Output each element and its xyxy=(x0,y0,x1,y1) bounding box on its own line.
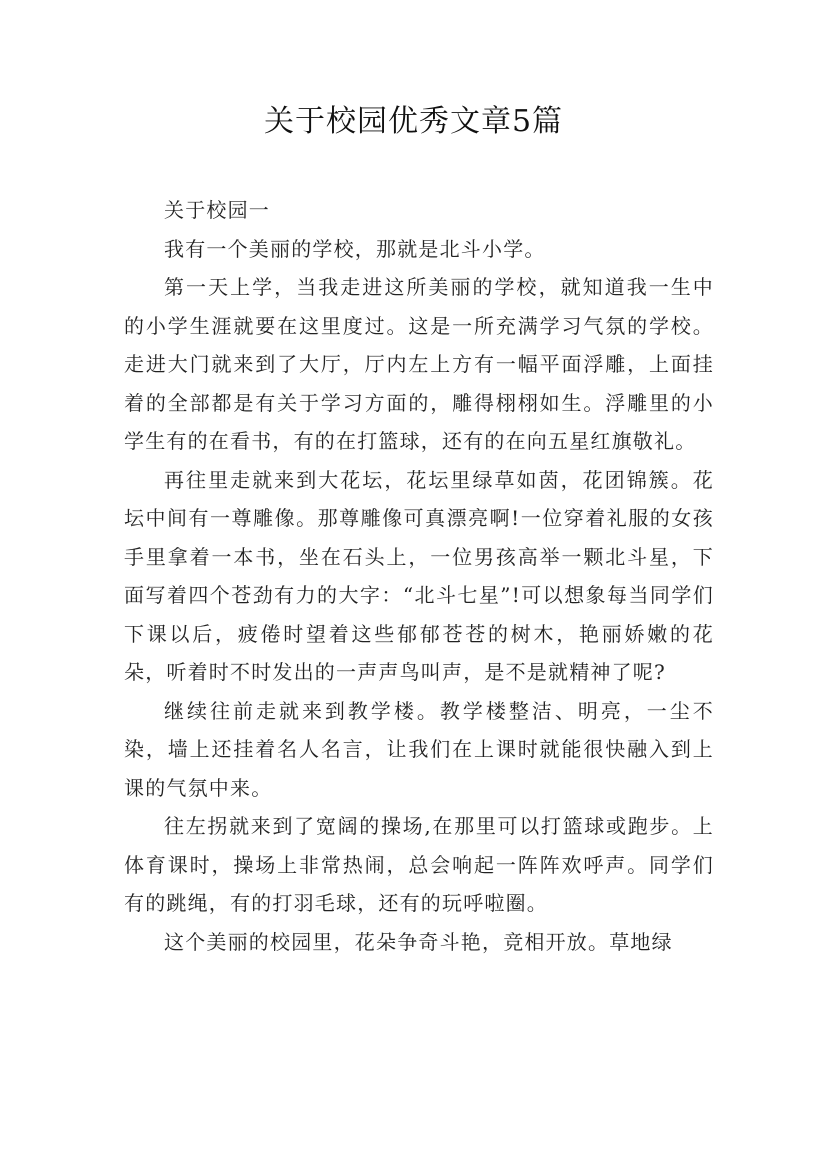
paragraph: 第一天上学，当我走进这所美丽的学校，就知道我一生中的小学生涯就要在这里度过。这是一所充满学习气氛的学校。走进大门就来到了大厅，厅内左上方有一幅平面浮雕，上面挂着的全部都是有关于学习方面的，雕得栩栩如生。浮雕里的小学生有的在看书，有的在打篮球，还有的在向五星红旗敬礼。 xyxy=(124,275,714,453)
paragraph: 往左拐就来到了宽阔的操场,在那里可以打篮球或跑步。上体育课时，操场上非常热闹，总会响起一阵阵欢呼声。同学们有的跳绳，有的打羽毛球，还有的玩呼啦圈。 xyxy=(124,814,714,915)
paragraph: 我有一个美丽的学校，那就是北斗小学。 xyxy=(164,236,546,261)
paragraph: 继续往前走就来到教学楼。教学楼整洁、明亮，一尘不染，墙上还挂着名人名言，让我们在上课时就能很快融入到上课的气氛中来。 xyxy=(124,698,714,800)
paragraph-section-heading: 关于校园一 xyxy=(164,198,270,222)
paragraph: 这个美丽的校园里，花朵争奇斗艳，竞相开放。草地绿 xyxy=(164,929,673,954)
paragraph: 再往里走就来到大花坛，花坛里绿草如茵，花团锦簇。花坛中间有一尊雕像。那尊雕像可真漂亮啊!一位穿着礼服的女孩手里拿着一本书，坐在石头上，一位男孩高举一颗北斗星，下面写着四个苍劲有力的大字：“北斗七星”!可以想象每当同学们下课以后，疲倦时望着这些郁郁苍苍的树木，艳丽娇嫩的花朵，听着时不时发出的一声声鸟叫声，是不是就精神了呢? xyxy=(124,467,714,684)
document-body xyxy=(124,191,714,961)
document-title: 关于校园优秀文章5篇 xyxy=(263,104,564,139)
